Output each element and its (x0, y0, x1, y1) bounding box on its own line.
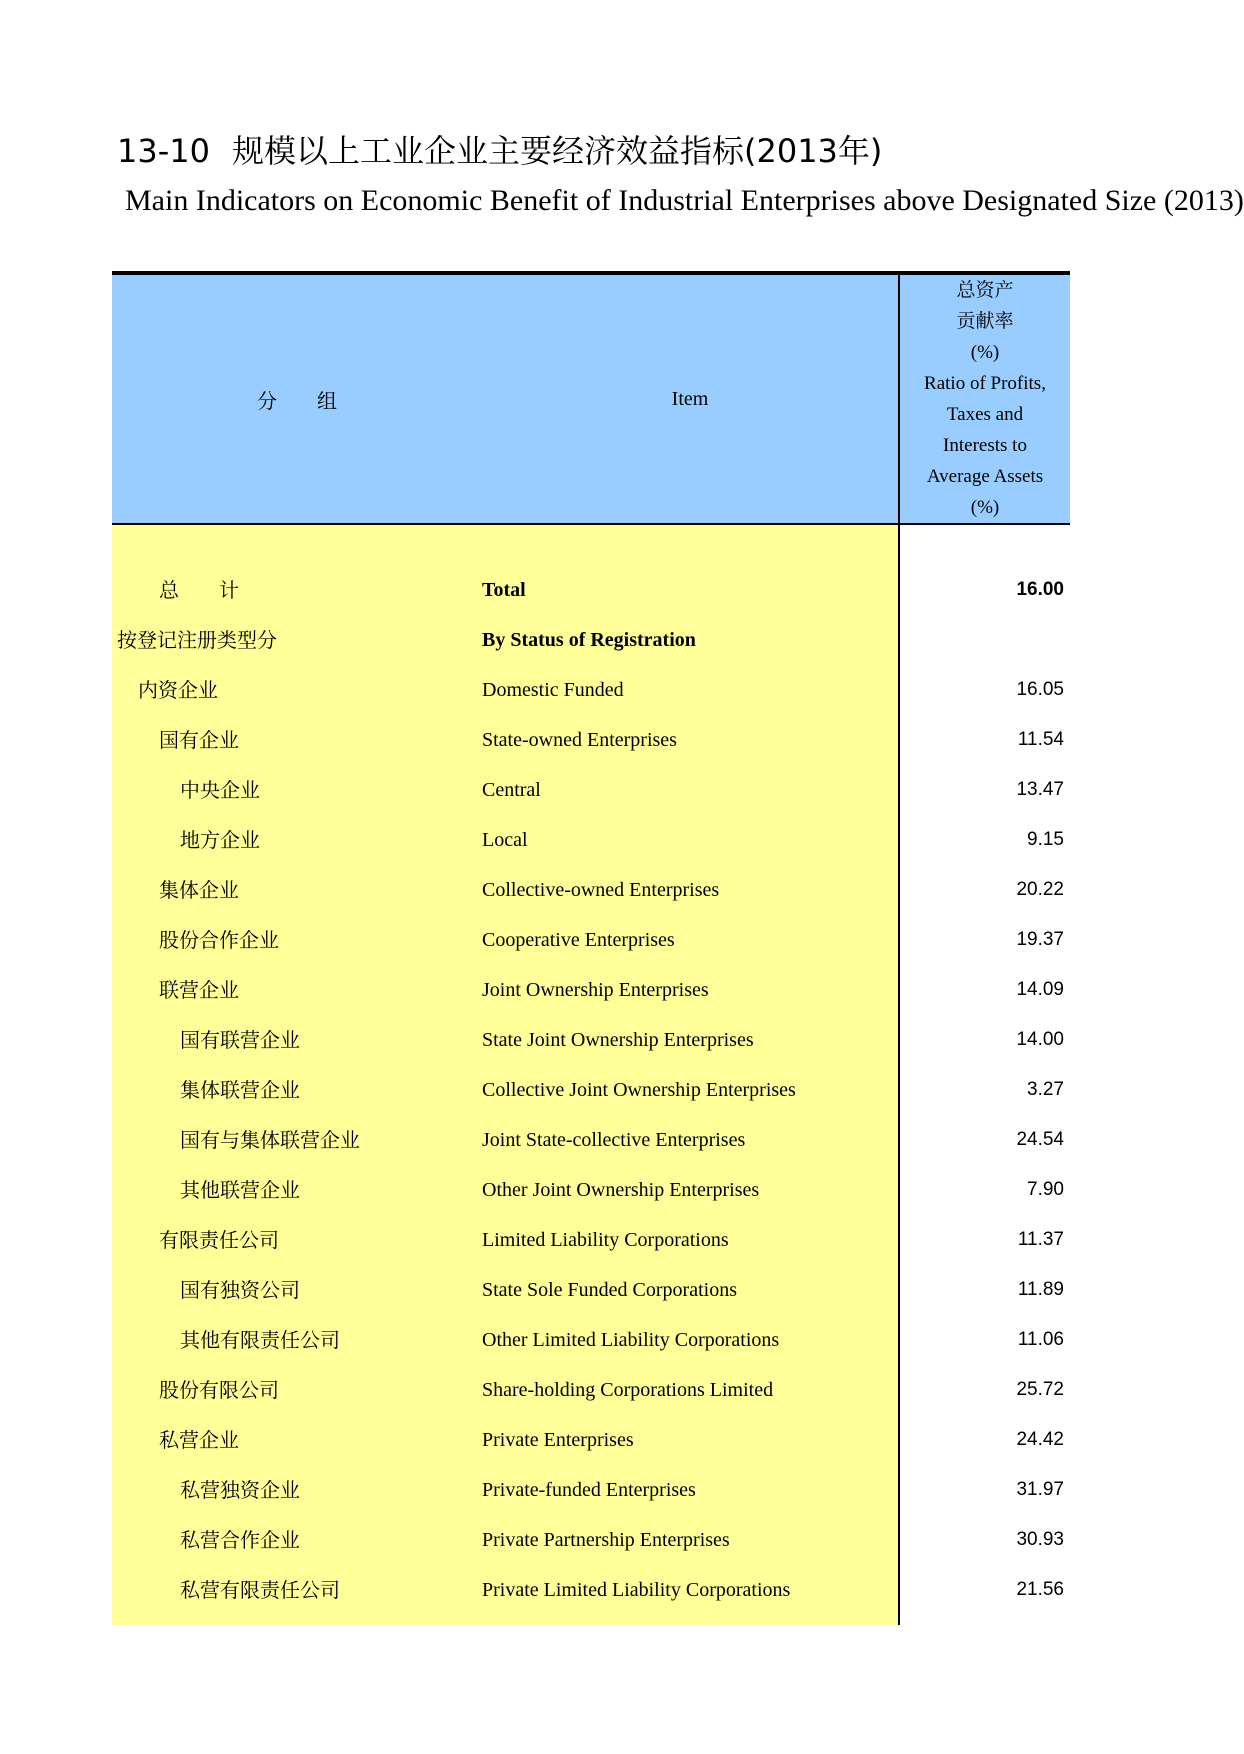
row-en: Central (482, 779, 541, 801)
indicator-table (112, 271, 1070, 1625)
row-value: 13.47 (1016, 779, 1064, 800)
row-value: 16.00 (1016, 579, 1064, 600)
page-title-en-wrapper (125, 176, 1244, 226)
title-cn-text: 规模以上工业企业主要经济效益指标(2013年) (231, 132, 883, 170)
row-value: 11.54 (1017, 729, 1064, 750)
header-ratio-line: 贡献率 (956, 311, 1014, 332)
table-row (112, 1370, 1070, 1410)
table-row (112, 1570, 1070, 1610)
row-value: 24.54 (1016, 1129, 1064, 1150)
row-value: 7.90 (1027, 1179, 1064, 1200)
row-en: Collective-owned Enterprises (482, 879, 720, 901)
table-number: 13-10 (117, 132, 210, 170)
row-cn: 股份合作企业 (159, 928, 279, 952)
table-row (112, 1020, 1070, 1060)
row-value: 14.09 (1016, 979, 1064, 1000)
row-cn: 总 计 (159, 578, 239, 602)
table-row (112, 1470, 1070, 1510)
table-row (112, 770, 1070, 810)
header-ratio-line: Ratio of Profits, (924, 373, 1046, 394)
row-en: Other Joint Ownership Enterprises (482, 1179, 760, 1201)
row-cn: 有限责任公司 (159, 1228, 279, 1252)
header-ratio-column (900, 275, 1070, 523)
table-row (112, 970, 1070, 1010)
row-value: 21.56 (1016, 1579, 1064, 1600)
table-row-section (112, 620, 1070, 660)
table-row-total (112, 570, 1070, 610)
table-row (112, 1270, 1070, 1310)
table-header (112, 275, 1070, 525)
row-cn: 私营有限责任公司 (180, 1578, 340, 1602)
row-value: 14.00 (1016, 1029, 1064, 1050)
table-row (112, 1120, 1070, 1160)
row-cn: 私营企业 (159, 1428, 239, 1452)
row-cn: 集体联营企业 (180, 1078, 300, 1102)
row-en: Share-holding Corporations Limited (482, 1379, 774, 1401)
header-ratio-line: (%) (970, 342, 1000, 363)
row-cn: 内资企业 (138, 678, 218, 702)
header-ratio-line: Taxes and (946, 404, 1024, 425)
table-row (112, 1520, 1070, 1560)
row-cn: 地方企业 (180, 828, 260, 852)
table-row (112, 1420, 1070, 1460)
row-value: 20.22 (1016, 879, 1064, 900)
row-value: 11.37 (1017, 1229, 1064, 1250)
row-cn: 股份有限公司 (159, 1378, 279, 1402)
header-group-cn: 分 组 (257, 388, 337, 413)
row-cn: 国有与集体联营企业 (180, 1128, 360, 1152)
row-en: Private Partnership Enterprises (482, 1529, 730, 1551)
row-value: 9.15 (1027, 829, 1064, 850)
row-en: Other Limited Liability Corporations (482, 1329, 780, 1351)
row-en: Joint State-collective Enterprises (482, 1129, 746, 1151)
row-en: State Sole Funded Corporations (482, 1279, 737, 1301)
table-row (112, 1070, 1070, 1110)
row-value: 11.06 (1017, 1329, 1064, 1350)
row-en: State Joint Ownership Enterprises (482, 1029, 754, 1051)
row-en: Joint Ownership Enterprises (482, 979, 709, 1001)
row-value: 31.97 (1016, 1479, 1064, 1500)
row-cn: 其他联营企业 (180, 1178, 300, 1202)
table-row (112, 870, 1070, 910)
page-title-cn (117, 126, 882, 172)
table-row (112, 1320, 1070, 1360)
row-en: By Status of Registration (482, 629, 696, 651)
row-cn: 按登记注册类型分 (117, 628, 277, 652)
row-cn: 中央企业 (180, 778, 260, 802)
table-row (112, 920, 1070, 960)
table-row (112, 670, 1070, 710)
row-cn: 集体企业 (159, 878, 239, 902)
row-value: 11.89 (1017, 1279, 1064, 1300)
row-en: Domestic Funded (482, 679, 624, 701)
row-cn: 私营合作企业 (180, 1528, 300, 1552)
row-cn: 国有企业 (159, 728, 239, 752)
row-en: State-owned Enterprises (482, 729, 677, 751)
row-cn: 国有联营企业 (180, 1028, 300, 1052)
row-cn: 私营独资企业 (180, 1478, 300, 1502)
table-row (112, 1220, 1070, 1260)
row-en: Limited Liability Corporations (482, 1229, 729, 1251)
row-en: Private Enterprises (482, 1429, 634, 1451)
header-ratio-line: Average Assets (926, 466, 1044, 487)
row-en: Collective Joint Ownership Enterprises (482, 1079, 796, 1101)
row-value: 30.93 (1016, 1529, 1064, 1550)
header-ratio-line: 总资产 (956, 280, 1014, 301)
table-body (112, 525, 1064, 1625)
header-ratio-line: Interests to (943, 435, 1027, 456)
row-cn: 国有独资公司 (180, 1278, 300, 1302)
row-en: Local (482, 829, 528, 851)
row-value: 24.42 (1016, 1429, 1064, 1450)
row-cn: 其他有限责任公司 (180, 1328, 340, 1352)
row-en: Private Limited Liability Corporations (482, 1579, 791, 1601)
page-title-en: Main Indicators on Economic Benefit of Industrial Enterprises above Designated Size (2013) (125, 184, 1244, 217)
table-row (112, 1170, 1070, 1210)
row-cn: 联营企业 (159, 978, 239, 1002)
row-en: Private-funded Enterprises (482, 1479, 696, 1501)
table-row (112, 820, 1070, 860)
row-en: Cooperative Enterprises (482, 929, 675, 951)
table-row (112, 720, 1070, 760)
row-value: 16.05 (1016, 679, 1064, 700)
row-value: 3.27 (1027, 1079, 1064, 1100)
row-en: Total (482, 579, 526, 601)
row-value: 19.37 (1016, 929, 1064, 950)
header-ratio-line: (%) (970, 497, 1000, 518)
row-value: 25.72 (1016, 1379, 1064, 1400)
header-item-en: Item (671, 387, 709, 410)
